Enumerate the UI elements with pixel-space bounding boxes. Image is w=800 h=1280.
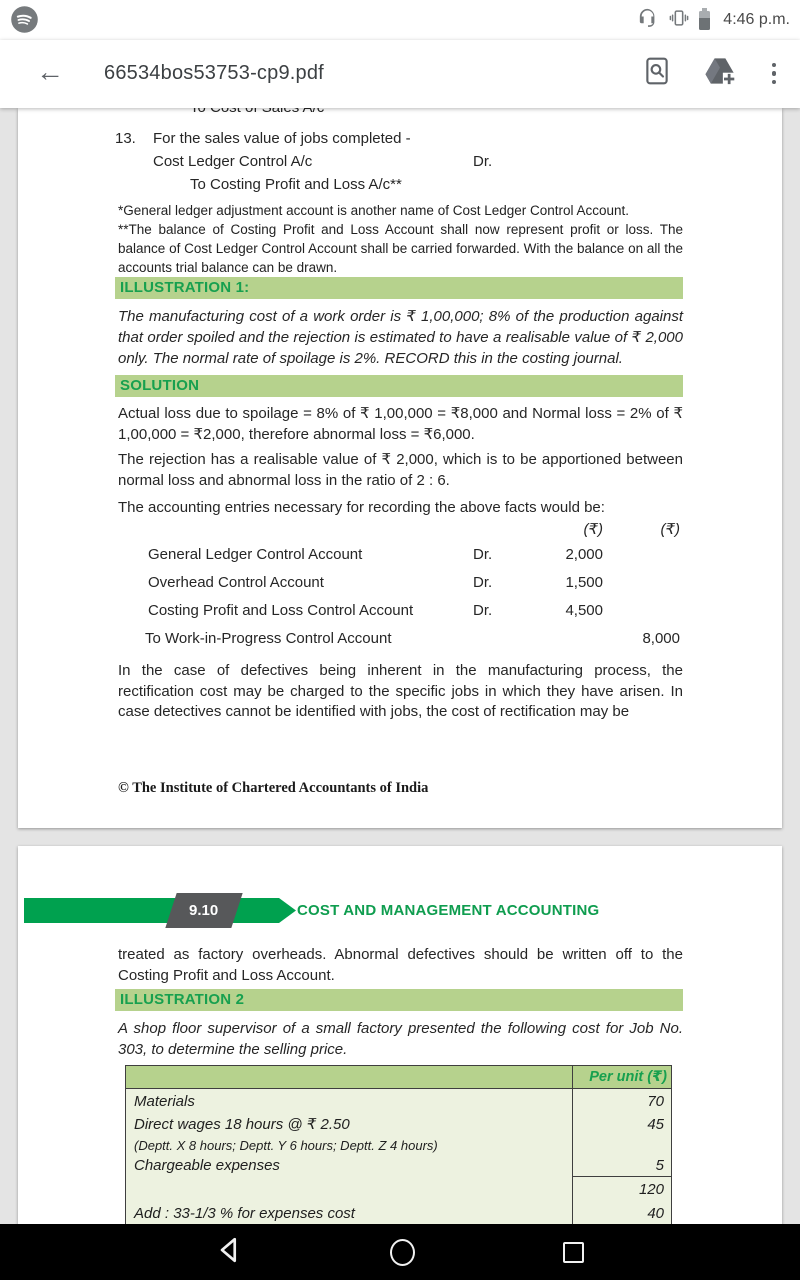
- pdf-page-2: [18, 846, 782, 1280]
- item-number: 13.: [115, 130, 136, 147]
- pdf-toolbar: [0, 40, 800, 108]
- journal-entry-row: Overhead Control Account Dr. 1,500: [148, 573, 603, 591]
- account-name: Cost Ledger Control A/c: [153, 153, 313, 170]
- table-row-value: 120: [573, 1176, 671, 1201]
- page-number-tab: [165, 893, 242, 928]
- back-icon[interactable]: [216, 1236, 242, 1269]
- recents-icon[interactable]: [563, 1242, 584, 1263]
- illustration-2-text: A shop floor supervisor of a small factory presented the following cost for Job No. 303, to determine the selling price.: [118, 1020, 683, 1058]
- table-row-label: Chargeable expenses: [134, 1157, 280, 1174]
- table-row-label: (Deptt. X 8 hours; Deptt. Y 6 hours; Deptt. Z 4 hours): [134, 1137, 438, 1153]
- table-row-label: Direct wages 18 hours @ ₹ 2.50: [134, 1116, 350, 1133]
- table-header-row: [126, 1066, 671, 1089]
- battery-icon: [699, 11, 710, 30]
- search-in-document-icon[interactable]: [644, 56, 670, 91]
- pdf-page-1: [18, 108, 782, 828]
- journal-currency-header: [148, 518, 680, 540]
- table-row-value: [573, 1135, 671, 1155]
- illustration-1-text: The manufacturing cost of a work order is ₹ 1,00,000; 8% of the production against that order spoiled and the rejection is estimated to have a realisable value of ₹ 2,000 only. The normal rate of spoilage is 2%. RECORD this in the costing journal.: [118, 308, 683, 367]
- closing-paragraph: In the case of defectives being inherent in the manufacturing process, the rectification cost may be charged to the specific jobs in which they have arisen. In case detectives cannot be identified with jobs, the cost of rectification may be: [118, 662, 683, 720]
- journal-entry-row: General Ledger Control Account Dr. 2,000: [148, 545, 603, 563]
- footnote-2: **The balance of Costing Profit and Loss Account shall now represent profit or loss. The balance of Cost Ledger Control Account shall be carried forwarded. With the balance on all the accounts trial balance can be drawn.: [118, 222, 683, 275]
- page-number: 9.10: [189, 902, 219, 919]
- status-bar: [0, 0, 800, 40]
- headset-icon: [636, 6, 659, 34]
- chapter-title: COST AND MANAGEMENT ACCOUNTING: [297, 902, 600, 919]
- journal-entry-row: To Work-in-Progress Control Account 8,000: [145, 629, 680, 647]
- currency-col-1: (₹): [583, 521, 603, 538]
- pdf-viewer-scroll-area[interactable]: [0, 106, 800, 1280]
- table-row-label: Materials: [134, 1092, 195, 1110]
- illustration-1-header: ILLUSTRATION 1:: [115, 277, 683, 299]
- continuation-paragraph: treated as factory overheads. Abnormal defectives should be written off to the Costing Profit and Loss Account.: [118, 946, 683, 984]
- clipped-top-line: [190, 108, 324, 119]
- journal-entries: [145, 518, 680, 652]
- table-row-value: 45: [647, 1115, 664, 1133]
- back-button[interactable]: ←: [36, 56, 64, 87]
- list-item-13: [18, 130, 782, 150]
- overflow-menu-icon[interactable]: [770, 61, 779, 87]
- add-to-drive-icon[interactable]: [704, 56, 736, 91]
- table-row-label: [126, 1176, 572, 1201]
- table-row-value: 40: [647, 1204, 664, 1222]
- solution-header: SOLUTION: [115, 375, 683, 397]
- table-row-label: Add : 33-1/3 % for expenses cost: [134, 1204, 355, 1222]
- android-nav-bar: [0, 1224, 800, 1280]
- journal-line-to: To Costing Profit and Loss A/c**: [190, 176, 402, 193]
- document-title: 66534bos53753-cp9.pdf: [104, 62, 324, 84]
- vibrate-icon: [668, 7, 690, 34]
- table-row-value: 70: [647, 1092, 664, 1110]
- solution-paragraph-3: The accounting entries necessary for recording the above facts would be:: [118, 499, 605, 516]
- cost-table: [125, 1065, 672, 1226]
- home-icon[interactable]: [390, 1239, 415, 1266]
- solution-paragraph-1: Actual loss due to spoilage = 8% of ₹ 1,00,000 = ₹8,000 and Normal loss = 2% of ₹ 1,00,000 = ₹2,000, therefore abnormal loss = ₹6,000.: [118, 405, 683, 443]
- illustration-2-header: ILLUSTRATION 2: [115, 989, 683, 1011]
- currency-col-2: (₹): [660, 521, 680, 538]
- footnotes: [118, 201, 683, 277]
- page-footer-copyright: © The Institute of Chartered Accountants of India: [118, 780, 429, 796]
- per-unit-header: Per unit (₹): [589, 1069, 667, 1085]
- spotify-icon: [10, 21, 39, 38]
- footnote-1: *General ledger adjustment account is another name of Cost Ledger Control Account.: [118, 203, 630, 218]
- dr-label: Dr.: [473, 153, 493, 170]
- table-row-value: 5: [655, 1157, 664, 1174]
- banner-arrow-shape: [24, 898, 296, 923]
- solution-paragraph-2: The rejection has a realisable value of ₹ 2,000, which is to be apportioned between normal loss and abnormal loss in the ratio of 2 : 6.: [118, 451, 683, 489]
- journal-line: [18, 153, 782, 173]
- item-text: For the sales value of jobs completed -: [153, 130, 411, 147]
- chapter-banner: [24, 893, 774, 928]
- journal-entry-row: Costing Profit and Loss Control Account Dr. 4,500: [148, 601, 603, 619]
- status-time: 4:46 p.m.: [723, 11, 790, 28]
